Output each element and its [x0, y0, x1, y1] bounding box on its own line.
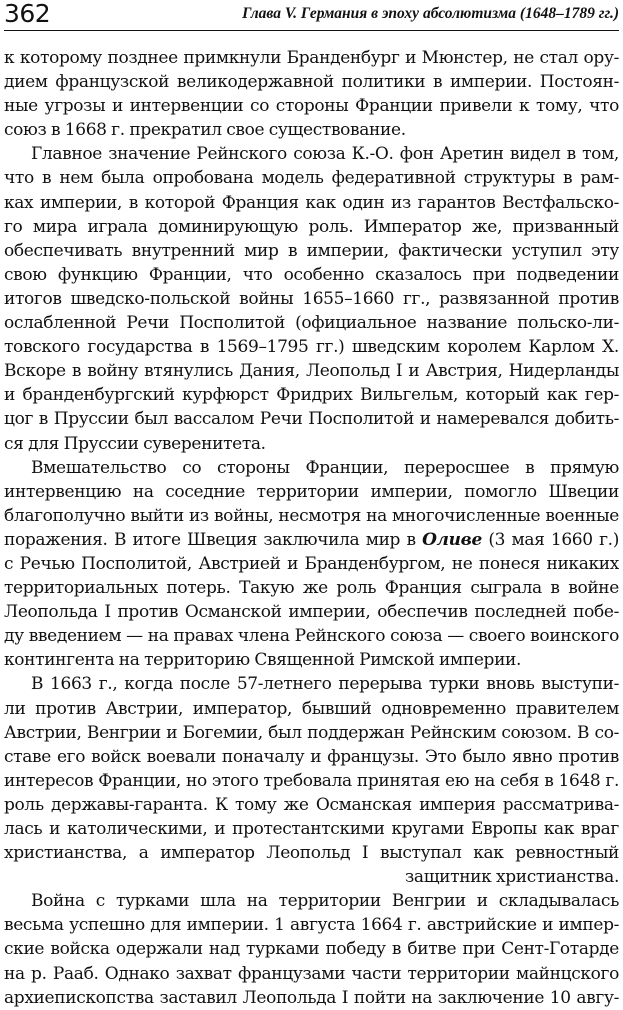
text-line: товского государства в 1569–1795 гг.) шведским королем Карлом X.: [4, 337, 619, 358]
text-line: Австрии, Венгрии и Богемии, был поддержан Рейнским союзом. В со-: [4, 722, 619, 743]
text-line: обеспечивать внутренний мир в империи, фактически уступил эту: [4, 240, 619, 261]
text-line: лась и католическими, и протестантскими кругами Европы как враг: [4, 819, 619, 839]
text-line: ослабленной Речи Посполитой (официальное название польско-ли-: [4, 313, 619, 334]
text-line: защитник христианства.: [405, 867, 619, 888]
text-line: что в нем была опробована модель федеративной структуры в рам-: [4, 168, 619, 189]
body-text: [4, 46, 619, 1010]
text-line: итогов шведско-польской войны 1655–1660 гг., развязанной против: [4, 288, 619, 309]
text-line: архиепископства заставил Леопольда I пойти на заключение 10 авгу-: [4, 987, 619, 1008]
text-line: Леопольда I против Османской империи, обеспечив последней побе-: [4, 602, 619, 623]
text-line: [4, 528, 619, 552]
text-line: и бранденбургский курфюрст Фридрих Вильгельм, который как гер-: [4, 385, 619, 406]
text-line: ся для Пруссии суверенитета.: [4, 433, 266, 454]
text-line: ли против Австрии, император, бывший одновременно правителем: [4, 698, 619, 719]
text-line: цог в Пруссии был вассалом Речи Посполитой и намеревался добить-: [4, 409, 619, 430]
text-line: роль державы-гаранта. К тому же Османская империя рассматрива-: [4, 794, 619, 815]
emphasized-place-name: Оливе: [422, 529, 482, 550]
text-line: ские войска одержали над турками победу в битве при Сент-Готарде: [4, 939, 619, 960]
text-line: ках империи, в которой Франция как один из гарантов Вестфальско-: [4, 192, 619, 213]
text-line: с Речью Посполитой, Австрией и Бранденбургом, не понеся никаких: [4, 553, 619, 574]
text-line: территориальных потерь. Такую же роль Франция сыграла в войне: [4, 578, 619, 599]
text-line: Война с турками шла на территории Венгрии и складывалась: [31, 891, 619, 912]
text-line: к которому позднее примкнули Бранденбург и Мюнстер, не стал ору-: [4, 48, 619, 68]
text-line: на р. Рааб. Однако захват французами части территории майнцского: [4, 963, 619, 984]
text-line: благополучно выйти из войны, несмотря на многочисленные военные: [4, 505, 619, 526]
text-line: весьма успешно для империи. 1 августа 1664 г. австрийские и импер-: [4, 915, 619, 936]
text-line: интересов Франции, но этого требовала принятая ею на себя в 1648 г.: [4, 770, 619, 791]
text-line: го мира играла доминирующую роль. Император же, призванный: [4, 216, 619, 237]
text-segment: поражения. В итоге Швеция заключила мир в: [4, 529, 416, 550]
text-line: интервенцию на соседние территории империи, помогло Швеции: [4, 481, 619, 502]
text-line: Вскоре в войну втянулись Дания, Леопольд I и Австрия, Нидерланды: [4, 361, 619, 382]
text-line: контингента на территорию Священной Римской империи.: [4, 650, 522, 671]
page-header: [4, 0, 619, 31]
running-title: Глава V. Германия в эпоху абсолютизма (1648–1789 гг.): [242, 5, 619, 22]
text-line: союз в 1668 г. прекратил свое существование.: [4, 120, 406, 141]
text-line: ставе его войск воевали поначалу и французы. Это было явно против: [4, 746, 619, 767]
text-line: Главное значение Рейнского союза К.-О. фон Аретин видел в том,: [31, 144, 619, 165]
text-segment: (3 мая 1660 г.): [488, 529, 619, 550]
text-line: свою функцию Франции, что особенно сказалось при подведении: [4, 264, 619, 285]
text-line: дием французской великодержавной политики в империи. Постоян-: [4, 72, 619, 93]
text-line: ные угрозы и интервенции со стороны Франции привели к тому, что: [4, 96, 619, 117]
text-line: В 1663 г., когда после 57-летнего перерыва турки вновь выступи-: [31, 674, 619, 695]
page-number: 362: [4, 0, 51, 28]
text-line: Вмешательство со стороны Франции, переросшее в прямую: [31, 457, 619, 478]
text-line: ду введением — на правах члена Рейнского союза — своего воинского: [4, 626, 619, 647]
text-line: христианства, а император Леопольд I выступал как ревностный: [4, 843, 619, 864]
